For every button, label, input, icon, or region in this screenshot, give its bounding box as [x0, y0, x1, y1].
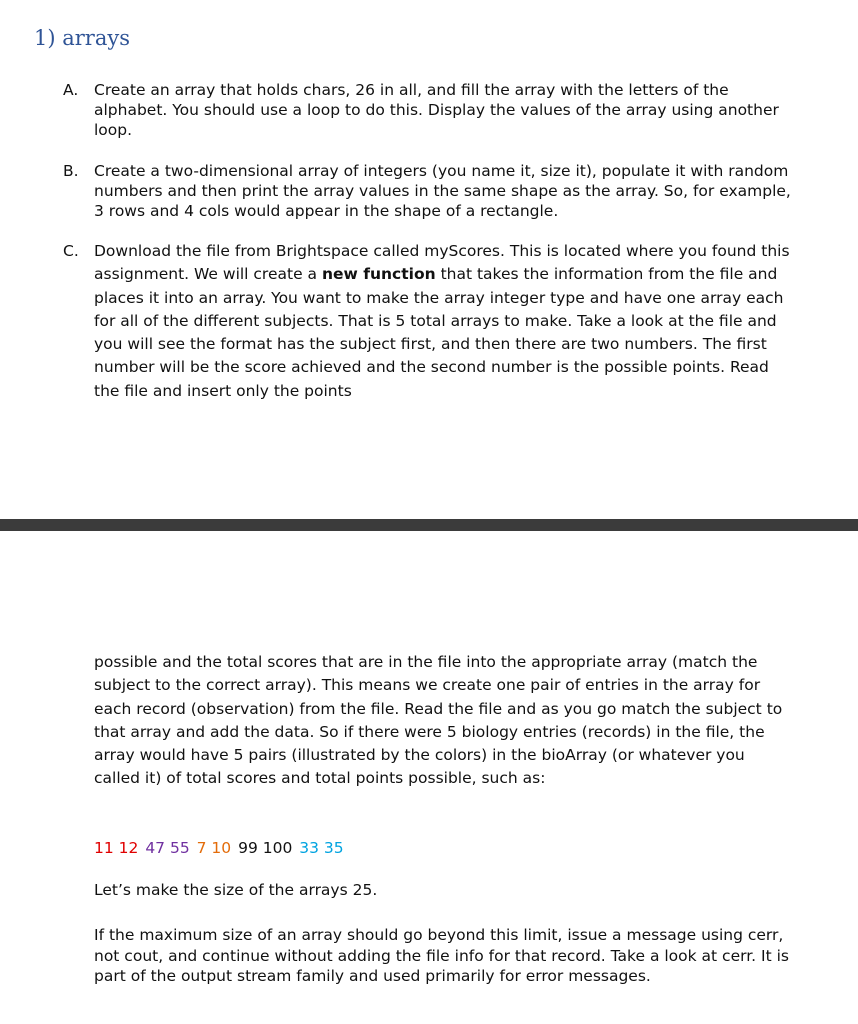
text-run: that takes the information from the file and places it into an array. You want to make the array integer type and have one array each for all of the different subjects. That is 5 total arrays to make. Take a look at the file and you will see the format has the subject first, and then there are two numbers. The first number will be the score achieved and the second number is the possible points. Read the file and insert only the points: [94, 265, 784, 400]
list-item-b: [63, 161, 793, 221]
pair-3: 7 10: [196, 839, 232, 857]
pair-4: 99 100: [238, 839, 293, 857]
text-run: Download the file from Brightspace called myScores. This is located where you found this assignment. We will create a: [94, 242, 790, 284]
list-item-c: [63, 240, 793, 403]
list-marker: A.: [63, 81, 79, 99]
list-item-text: [94, 240, 793, 403]
colored-pairs-example: [94, 837, 346, 859]
list-marker: B.: [63, 162, 79, 180]
pair-5: 33 35: [299, 839, 344, 857]
array-size-paragraph: Let’s make the size of the arrays 25.: [94, 881, 378, 899]
continuation-paragraph: possible and the total scores that are in the file into the appropriate array (match the subject to the correct array). This means we create one pair of entries in the array for each record (observation) from the file. Read the file and as you go match the subject to that array and add the data. So if there were 5 biology entries (records) in the file, the array would have 5 pairs (illustrated by the colors) in the bioArray (or whatever you called it) of total scores and total points possible, such as:: [94, 653, 783, 788]
pair-1: 11 12: [94, 839, 139, 857]
pair-2: 47 55: [145, 839, 190, 857]
bold-phrase: new function: [321, 265, 436, 284]
section-heading: 1) arrays: [34, 26, 130, 50]
cerr-paragraph: If the maximum size of an array should go beyond this limit, issue a message using cerr, not cout, and continue without adding the file info for that record. Take a look at cerr. It is part of the output stream family and used primarily for error messages.: [94, 926, 789, 985]
page-break-divider: [0, 519, 858, 531]
list-item-text: Create a two-dimensional array of integers (you name it, size it), populate it with random numbers and then print the array values in the same shape as the array. So, for example, 3 rows and 4 cols would appear in the shape of a rectangle.: [94, 162, 791, 220]
list-item-text: Create an array that holds chars, 26 in all, and fill the array with the letters of the alphabet. You should use a loop to do this. Display the values of the array using another loop.: [94, 81, 779, 139]
list-marker: C.: [63, 242, 79, 260]
list-item-a: [63, 80, 793, 140]
